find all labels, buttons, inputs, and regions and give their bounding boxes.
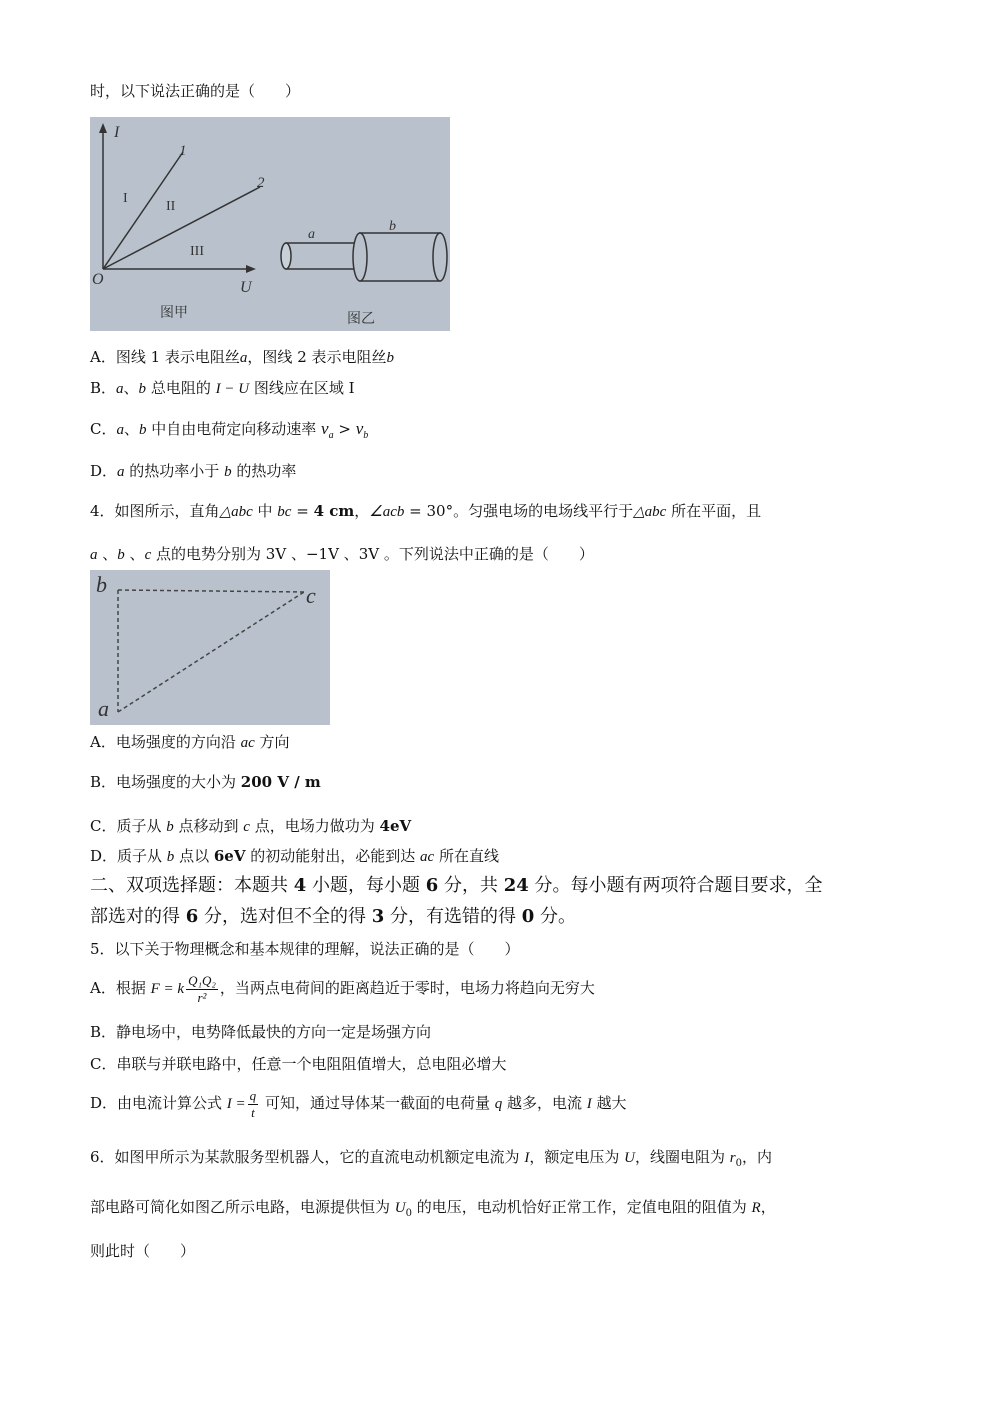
axis-u-label: U — [240, 279, 252, 296]
q4-bc: bc — [277, 504, 292, 520]
axis-i-label: I — [114, 124, 120, 141]
q4-c-prefix: C．质子从 — [90, 817, 167, 835]
q3-c-var-a: a — [116, 422, 124, 438]
s2-l2-t1: 分，选对但不全的得 — [198, 906, 372, 927]
q3-b-sep: 、 — [123, 379, 139, 397]
q4-l2-v3: 3V — [358, 545, 380, 563]
q4-figure-svg — [90, 570, 330, 725]
q4-c-mid: 点移动到 — [173, 817, 244, 835]
q5-d-num: q — [249, 1087, 257, 1103]
wire-b-label: b — [389, 219, 396, 234]
vertex-c-label: c — [306, 583, 316, 608]
q6-l2-r: R — [751, 1200, 761, 1216]
q3-d-var-b: b — [224, 464, 232, 480]
s2-l2-n2: 3 — [371, 906, 385, 927]
region-3-label: III — [190, 244, 204, 259]
q3-d-tail: 的热功率小于 — [124, 462, 225, 480]
side-bc — [118, 590, 304, 592]
line-2-label: 2 — [257, 175, 265, 191]
q3-d-var-a: a — [117, 464, 125, 480]
q3-option-b — [90, 377, 355, 400]
s2-l2-n1: 6 — [185, 906, 199, 927]
q3-option-a — [90, 346, 394, 369]
q4-l2-s3: 、 — [286, 545, 306, 563]
q4-c-val: 4eV — [379, 817, 412, 835]
q5-a-tail: ，当两点电荷间的距离趋近于零时，电场力将趋向无穷大 — [219, 979, 595, 997]
q3-c-v: v — [321, 419, 329, 438]
q3-c-sep: 、 — [123, 420, 139, 438]
q3-c-prefix: C． — [90, 420, 117, 438]
q4-l2-c: c — [144, 547, 152, 563]
q5-a-den: r² — [197, 989, 207, 1005]
q3-c-v2: v — [355, 419, 364, 438]
q5-d-mid2: 越多，电流 — [502, 1094, 587, 1112]
q3-c-gt: > — [333, 420, 356, 438]
q6-line1 — [90, 1146, 772, 1175]
q4-eq: = — [291, 502, 314, 520]
q4-deg: 30° — [426, 502, 454, 520]
s2-l2-n3: 0 — [521, 906, 535, 927]
q4-option-b — [90, 771, 321, 793]
q5-a-fraction — [186, 973, 218, 1006]
q4-ang: ∠acb — [369, 504, 405, 520]
q6-line2 — [90, 1196, 776, 1225]
region-1-label: I — [123, 191, 128, 206]
q4-l2-s4: 、 — [338, 545, 359, 563]
q5-d-i2: I — [586, 1096, 592, 1112]
q4-pre: 4．如图所示，直角 — [90, 502, 220, 520]
q3-option-d — [90, 460, 296, 483]
wires-figure — [281, 233, 447, 281]
wire-b-end — [353, 233, 367, 281]
q5-option-d — [90, 1085, 627, 1122]
q4-d-tail: 的初动能射出，必能到达 — [245, 847, 421, 865]
caption-left: 图甲 — [160, 305, 188, 321]
q4-d-ac: ac — [420, 849, 435, 865]
q6-l2-mid: 的电压，电动机恰好正常工作，定值电阻的阻值为 — [412, 1198, 752, 1216]
q4-b-val: 200 V / m — [240, 773, 321, 791]
q4-tri2: △abc — [633, 504, 667, 520]
q4-option-d — [90, 845, 499, 868]
s2-l1-n1: 4 — [293, 875, 307, 896]
section2-line1 — [90, 875, 823, 897]
q4-d-prefix: D．质子从 — [90, 847, 167, 865]
wire-b-far-end — [433, 233, 447, 281]
q4-d-val: 6eV — [213, 847, 246, 865]
q3-b-mid: 总电阻的 — [146, 379, 216, 397]
wire-a-end — [281, 243, 291, 269]
q5-d-mid: 可知，通过导体某一截面的电荷量 — [260, 1094, 495, 1112]
q4-tail2: 所在平面，且 — [666, 502, 762, 520]
section2-line2 — [90, 906, 576, 928]
q4-tail: 。匀强电场的电场线平行于 — [453, 502, 634, 520]
q4-eq2: = — [404, 502, 427, 520]
q4-l2-mid: 点的电势分别为 — [151, 545, 266, 563]
q6-l1-u: U — [624, 1150, 635, 1166]
q6-l1-r: r — [729, 1150, 736, 1166]
q4-l2-s2: 、 — [124, 545, 145, 563]
q3-option-c — [90, 418, 368, 447]
q5-d-den: t — [251, 1104, 255, 1120]
q5-a-prefix: A．根据 — [90, 979, 151, 997]
q4-a-prefix: A．电场强度的方向沿 — [90, 733, 241, 751]
u-axis-arrow — [246, 265, 256, 273]
vertex-a-label: a — [98, 696, 109, 721]
q3-a-mid: ，图线 2 表示电阻丝 — [247, 348, 387, 366]
q4-d-tail2: 所在直线 — [434, 847, 499, 865]
q4-d-b: b — [166, 849, 175, 865]
q4-c-tail: 点，电场力做功为 — [249, 817, 380, 835]
q4-b-prefix: B．电场强度的大小为 — [90, 773, 241, 791]
q5-option-a — [90, 970, 595, 1007]
q3-c-var-b: b — [139, 422, 147, 438]
s2-l2-t2: 分，有选错的得 — [384, 906, 522, 927]
q4-c-b: b — [166, 819, 174, 835]
s2-l1-pre: 二、双项选择题：本题共 — [90, 875, 294, 896]
wire-a-label: a — [308, 227, 315, 242]
q4-stem-line1 — [90, 500, 761, 523]
q6-l1-i: I — [524, 1150, 530, 1166]
side-ac — [118, 592, 304, 712]
q5-option-b: B．静电场中，电势降低最快的方向一定是场强方向 — [90, 1023, 432, 1041]
q3-b-iu: I − U — [215, 381, 250, 397]
q5-d-q: q — [494, 1096, 503, 1112]
q3-c-sub-b: b — [363, 430, 369, 441]
q3-c-sub-a: a — [328, 430, 334, 441]
q6-l2-tail: ， — [760, 1198, 776, 1216]
s2-l2-pre: 部选对的得 — [90, 906, 186, 927]
wire-b — [360, 233, 440, 281]
q6-l1-mid: ，额定电压为 — [529, 1148, 625, 1166]
q3-stem-tail: 时，以下说法正确的是（ ） — [90, 82, 301, 100]
q6-l2-u: U — [394, 1200, 406, 1216]
q6-line3: 则此时（ ） — [90, 1242, 196, 1260]
s2-l1-n2: 6 — [425, 875, 439, 896]
q5-d-tail: 越大 — [591, 1094, 627, 1112]
q4-a-ac: ac — [240, 735, 255, 751]
s2-l2-t3: 分。 — [534, 906, 576, 927]
region-2-label: II — [166, 199, 176, 214]
q4-l2-s1: 、 — [97, 545, 118, 563]
q4-l2-tail: 。下列说法中正确的是（ ） — [379, 545, 594, 563]
q4-option-a — [90, 731, 290, 754]
q4-tri: △abc — [219, 504, 253, 520]
line-1-label: 1 — [179, 143, 187, 159]
q3-c-mid: 中自由电荷定向移动速率 — [146, 420, 322, 438]
q6-l1-pre: 6．如图甲所示为某款服务型机器人，它的直流电动机额定电流为 — [90, 1148, 525, 1166]
q3-b-tail: 图线应在区域 I — [249, 379, 355, 397]
q3-d-prefix: D． — [90, 462, 118, 480]
vertex-b-label: b — [96, 572, 107, 597]
q4-figure — [90, 570, 330, 725]
q4-c-c: c — [243, 819, 250, 835]
s2-l1-t2: 分，共 — [438, 875, 504, 896]
q4-stem-line2 — [90, 543, 594, 566]
q6-l2-usub: 0 — [405, 1208, 412, 1219]
q5-a-num: Q₁Q₂ — [188, 972, 216, 988]
q4-sep: ， — [354, 502, 370, 520]
q3-b-var-b: b — [138, 381, 147, 397]
q4-val: 4 cm — [313, 502, 355, 520]
origin-label: O — [92, 271, 104, 288]
q4-mid: 中 — [252, 502, 278, 520]
q5-a-f: F = k — [150, 981, 185, 997]
q3-a-prefix: A．图线 1 表示电阻丝 — [90, 348, 240, 366]
q3-b-prefix: B． — [90, 379, 117, 397]
q3-a-var-a: a — [239, 350, 248, 366]
q3-figure-svg — [90, 117, 450, 331]
q4-l2-v2: −1V — [305, 545, 339, 563]
q3-b-var-a: a — [116, 381, 124, 397]
q4-l2-a: a — [90, 547, 98, 563]
q3-figure — [90, 117, 450, 331]
q5-option-c: C．串联与并联电路中，任意一个电阻阻值增大，总电阻必增大 — [90, 1055, 507, 1073]
q5-d-i: I = — [226, 1096, 246, 1112]
q3-a-var-b: b — [386, 350, 395, 366]
q5-stem: 5．以下关于物理概念和基本规律的理解，说法正确的是（ ） — [90, 940, 520, 958]
wire-a — [286, 243, 358, 269]
caption-right: 图乙 — [347, 311, 375, 327]
q4-d-mid: 点以 — [174, 847, 214, 865]
q4-l2-v1: 3V — [265, 545, 287, 563]
q4-l2-b: b — [117, 547, 125, 563]
s2-l1-n3: 24 — [503, 875, 529, 896]
s2-l1-t3: 分。每小题有两项符合题目要求，全 — [528, 875, 823, 896]
q5-d-fraction — [248, 1088, 259, 1121]
q4-option-c — [90, 815, 411, 838]
q6-l1-tail: ，内 — [741, 1148, 772, 1166]
s2-l1-t1: 小题，每小题 — [306, 875, 426, 896]
q6-l2-pre: 部电路可简化如图乙所示电路，电源提供恒为 — [90, 1198, 395, 1216]
q3-d-tail2: 的热功率 — [231, 462, 297, 480]
q6-l1-mid2: ，线圈电阻为 — [634, 1148, 730, 1166]
q6-l1-rsub: 0 — [735, 1158, 742, 1169]
q5-d-prefix: D．由电流计算公式 — [90, 1094, 227, 1112]
i-axis-arrow — [99, 123, 107, 133]
q4-a-tail: 方向 — [254, 733, 290, 751]
